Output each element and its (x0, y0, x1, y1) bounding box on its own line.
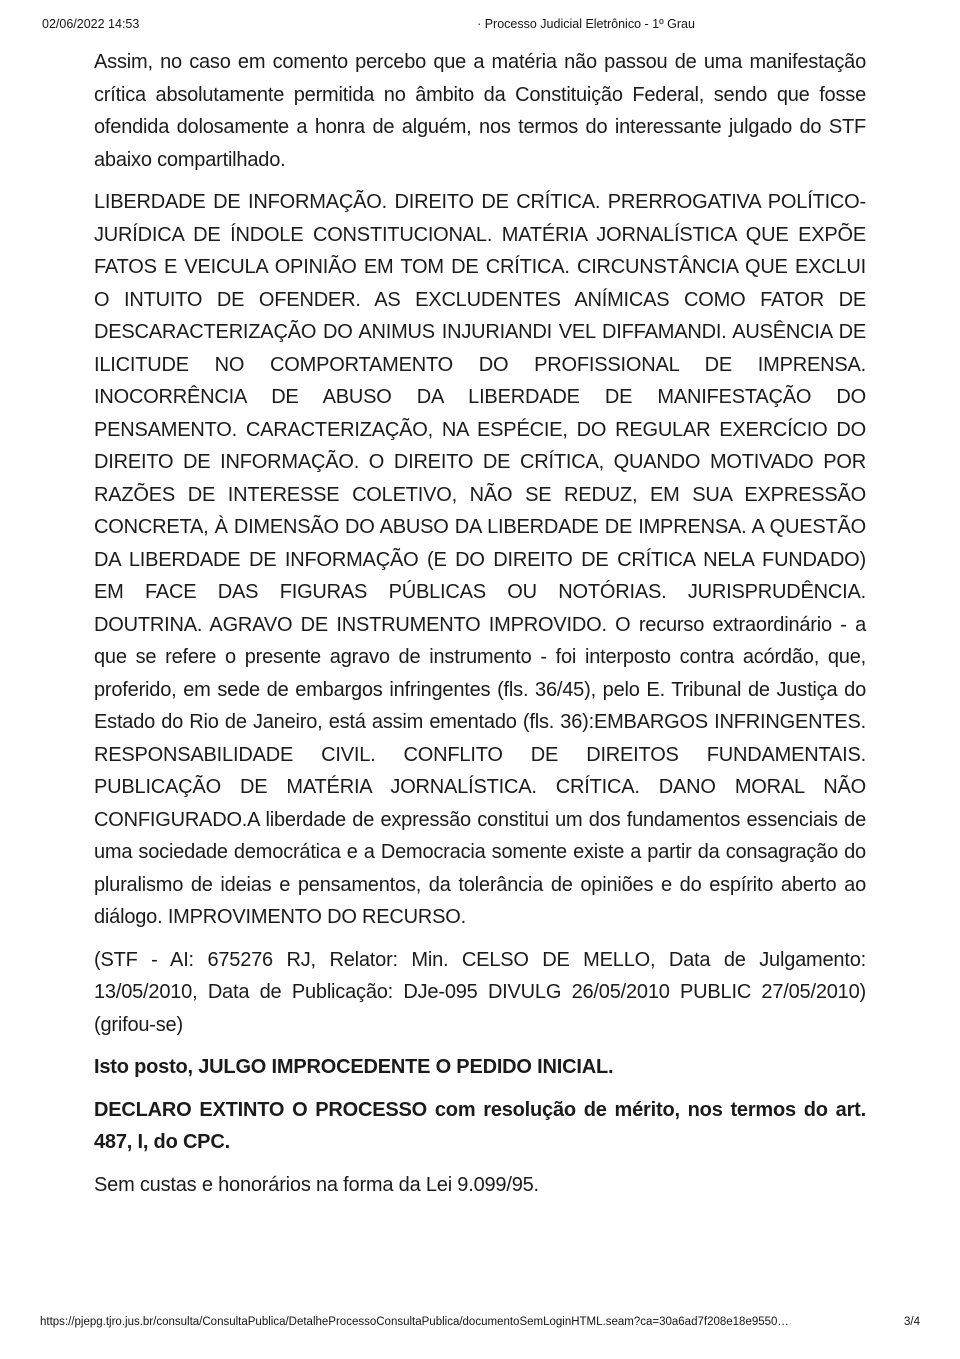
paragraph-stf-citation-reference: (STF - AI: 675276 RJ, Relator: Min. CELSO DE MELLO, Data de Julgamento: 13/05/2010, Data de Publicação: DJe-095 DIVULG 26/05/2010 PUBLIC 27/05/2010) (grifou-se) (94, 948, 866, 1036)
paragraph-processo-extinto: DECLARO EXTINTO O PROCESSO com resolução de mérito, nos termos do art. 487, I, do CPC. (94, 1098, 866, 1153)
paragraph-stf-ementa: LIBERDADE DE INFORMAÇÃO. DIREITO DE CRÍTICA. PRERROGATIVA POLÍTICO-JURÍDICA DE ÍNDOLE CONSTITUCIONAL. MATÉRIA JORNALÍSTICA QUE EXPÕE FATOS E VEICULA OPINIÃO EM TOM DE CRÍTICA. CIRCUNSTÂNCIA QUE EXCLUI O INTUITO DE OFENDER. AS EXCLUDENTES ANÍMICAS COMO FATOR DE DESCARACTERIZAÇÃO DO ANIMUS INJURIANDI VEL DIFFAMANDI. AUSÊNCIA DE ILICITUDE NO COMPORTAMENTO DO PROFISSIONAL DE IMPRENSA. INOCORRÊNCIA DE ABUSO DA LIBERDADE DE MANIFESTAÇÃO DO PENSAMENTO. CARACTERIZAÇÃO, NA ESPÉCIE, DO REGULAR EXERCÍCIO DO DIREITO DE INFORMAÇÃO. O DIREITO DE CRÍTICA, QUANDO MOTIVADO POR RAZÕES DE INTERESSE COLETIVO, NÃO SE REDUZ, EM SUA EXPRESSÃO CONCRETA, À DIMENSÃO DO ABUSO DA LIBERDADE DE IMPRENSA. A QUESTÃO DA LIBERDADE DE INFORMAÇÃO (E DO DIREITO DE CRÍTICA NELA FUNDADO) EM FACE DAS FIGURAS PÚBLICAS OU NOTÓRIAS. JURISPRUDÊNCIA. DOUTRINA. AGRAVO DE INSTRUMENTO IMPROVIDO. O recurso extraordinário - a que se refere o presente agravo de instrumento - foi interposto contra acórdão, que, proferido, em sede de embargos infringentes (fls. 36/45), pelo E. Tribunal de Justiça do Estado do Rio de Janeiro, está assim ementado (fls. 36):EMBARGOS INFRINGENTES. RESPONSABILIDADE CIVIL. CONFLITO DE DIREITOS FUNDAMENTAIS. PUBLICAÇÃO DE MATÉRIA JORNALÍSTICA. CRÍTICA. DANO MORAL NÃO CONFIGURADO.A liberdade de expressão constitui um dos fundamentos essenciais de uma sociedade democrática e a Democracia somente existe a partir da consagração do pluralismo de ideias e pensamentos, da tolerância de opiniões e do espírito aberto ao diálogo. IMPROVIMENTO DO RECURSO. (94, 191, 866, 928)
source-url: https://pjepg.tjro.jus.br/consulta/ConsultaPublica/DetalheProcessoConsultaPublica/documentoSemLoginHTML.seam?ca=30a6ad7f208e18e9550… (40, 1316, 789, 1328)
paragraph-ruling-improcedente: Isto posto, JULGO IMPROCEDENTE O PEDIDO INICIAL. (94, 1056, 614, 1078)
document-title: · Processo Judicial Eletrônico - 1º Grau (477, 17, 695, 31)
print-header (0, 17, 960, 35)
print-footer (40, 1316, 920, 1328)
document-body (94, 46, 866, 1211)
paragraph-sem-custas: Sem custas e honorários na forma da Lei 9.099/95. (94, 1173, 539, 1196)
print-datetime: 02/06/2022 14:53 (42, 17, 140, 31)
page-number: 3/4 (904, 1316, 920, 1328)
paragraph-conclusion-intro: Assim, no caso em comento percebo que a matéria não passou de uma manifestação crítica absolutamente permitida no âmbito da Constituição Federal, sendo que fosse ofendida dolosamente a honra de alguém, nos termos do interessante julgado do STF abaixo compartilhado. (94, 51, 866, 171)
